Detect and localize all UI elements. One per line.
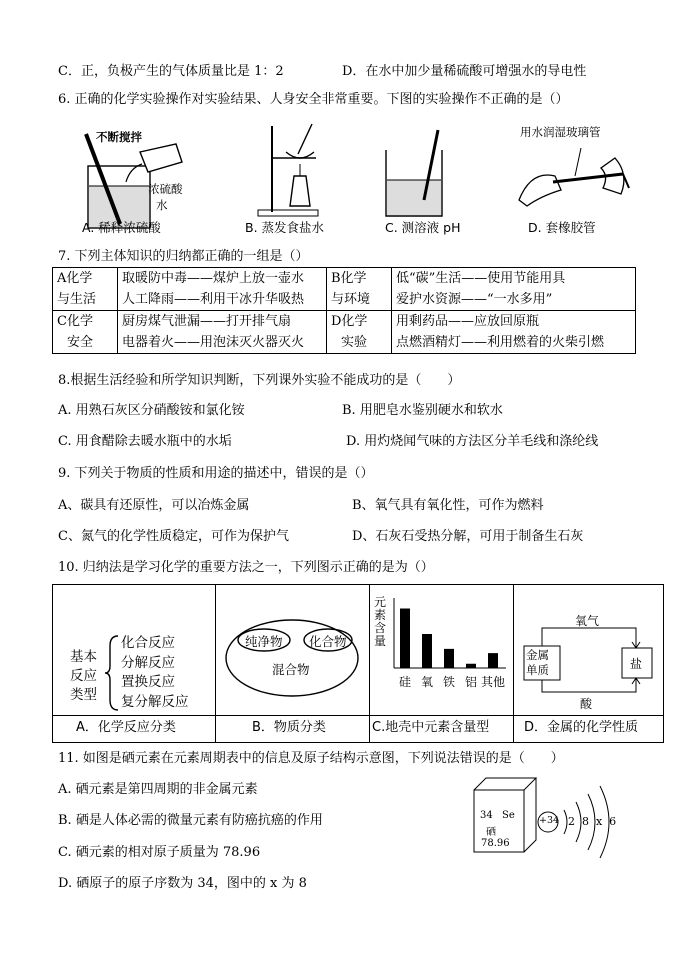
q8-option-a: A. 用熟石灰区分硝酸铵和氯化铵 [58, 403, 245, 418]
panel-c-caption: C.地壳中元素含量型 [372, 720, 490, 735]
nucleus-charge: +34 [539, 815, 560, 826]
q9-option-c: C、氮气的化学性质稳定，可作为保护气 [58, 529, 289, 544]
x-tick-label: 硅 [398, 675, 412, 689]
x-tick-label: 铝 [464, 675, 478, 689]
acid-label: 酸 [580, 697, 593, 711]
chart-y-label: 元素含量 [374, 595, 387, 648]
electron-shells: 2 8 x 6 [568, 815, 617, 828]
figure-c-caption: C. 测溶液 pH [385, 220, 461, 235]
atomic-number: 34 [480, 810, 493, 821]
x-tick-label: 其他 [480, 675, 506, 689]
q8-option-b: B. 用肥皂水鉴别硬水和软水 [342, 403, 503, 418]
q10-stem: 10. 归纳法是学习化学的重要方法之一，下列图示正确的是为（） [58, 560, 434, 575]
bar-0 [400, 609, 410, 669]
x-tick-label: 铁 [442, 675, 456, 689]
panel-a-caption: A．化学反应分类 [76, 720, 176, 735]
mixture-label: 混合物 [272, 662, 310, 677]
q9-option-b: B、氧气具有氧化性，可作为燃料 [352, 498, 544, 513]
bar-4 [488, 653, 498, 668]
figure-a-label-water: 水 [156, 198, 168, 212]
brace-icon [104, 634, 120, 712]
q8-option-c: C. 用食醋除去暖水瓶中的水垢 [58, 434, 232, 449]
element-name: 硒 [486, 827, 496, 838]
pure-substance-label: 纯净物 [245, 634, 283, 649]
crust-element-bar-chart [390, 596, 510, 700]
figure-rubber-tube [505, 140, 635, 210]
figure-a-caption: A. 稀释浓硫酸 [82, 220, 161, 235]
list-item: 置换反应 [121, 674, 175, 690]
table-row [53, 311, 636, 354]
q9-option-a: A、碳具有还原性，可以冶炼金属 [58, 498, 250, 513]
table-cell: 厨房煤气泄漏——打开排气扇 电器着火——用泡沫灭火器灭火 [118, 311, 327, 354]
reaction-type-heading: 基本 反应 类型 [70, 649, 97, 703]
oxygen-label: 氧气 [575, 614, 600, 628]
table-cell: 低“碳”生活——使用节能用具 爱护水资源——“一水多用” [392, 268, 636, 311]
q9-stem: 9. 下列关于物质的性质和用途的描述中，错误的是（） [58, 466, 374, 481]
reaction-type-list [121, 634, 189, 712]
table-cell: 取暖防中毒——煤炉上放一壶水 人工降雨——利用干冰升华吸热 [118, 268, 327, 311]
atomic-mass: 78.96 [481, 838, 510, 849]
list-item: 复分解反应 [121, 693, 189, 710]
table-row [53, 268, 636, 311]
q5-option-d: D．在水中加少量稀硫酸可增强水的导电性 [342, 64, 587, 79]
q6-stem: 6. 正确的化学实验操作对实验结果、人身安全非常重要。下图的实验操作不正确的是（） [58, 92, 569, 107]
table-cell: C化学 安全 [53, 311, 118, 354]
compound-label: 化合物 [309, 634, 347, 649]
q7-stem: 7. 下列主体知识的归纳都正确的一组是（） [58, 249, 309, 264]
q9-option-d: D、石灰石受热分解，可用于制备生石灰 [352, 529, 584, 544]
salt-label: 盐 [630, 657, 643, 671]
table-cell: 用剩药品——应放回原瓶 点燃酒精灯——利用燃着的火柴引燃 [392, 311, 636, 354]
q11-option-a: A. 硒元素是第四周期的非金属元素 [58, 782, 258, 797]
list-item: 化合反应 [121, 635, 175, 651]
figure-d-label: 用水润湿玻璃管 [520, 125, 601, 139]
table-cell: A化学 与生活 [53, 268, 118, 311]
q11-option-b: B. 硒是人体必需的微量元素有防癌抗癌的作用 [58, 813, 323, 828]
q11-stem: 11. 如图是硒元素在元素周期表中的信息及原子结构示意图，下列说法错误的是（ ） [58, 751, 564, 766]
figure-a-label-acid: 浓硫酸 [148, 182, 183, 196]
metal-element-label: 金属单质 [526, 648, 549, 677]
figure-evaporation [240, 120, 340, 220]
x-tick-label: 氧 [420, 675, 434, 689]
q11-option-c: C. 硒元素的相对原子质量为 78.96 [58, 845, 261, 860]
table-cell: B化学 与环境 [327, 268, 392, 311]
figure-d-caption: D. 套橡胶管 [528, 220, 596, 235]
figure-b-caption: B. 蒸发食盐水 [245, 220, 325, 235]
list-item: 分解反应 [121, 654, 175, 671]
q5-option-c: C．正，负极产生的气体质量比是 1：2 [58, 64, 284, 79]
figure-a-label-stir: 不断搅拌 [96, 130, 142, 144]
q7-table [52, 267, 636, 354]
table-cell: D化学 实验 [327, 311, 392, 354]
bar-2 [444, 649, 454, 668]
bar-3 [466, 664, 476, 668]
panel-d-caption: D．金属的化学性质 [524, 720, 639, 735]
element-symbol: Se [502, 810, 515, 821]
panel-b-caption: B．物质分类 [252, 720, 326, 735]
figure-ph-test [380, 128, 460, 220]
q11-option-d: D. 硒原子的原子序数为 34，图中的 x 为 8 [58, 876, 307, 891]
q8-option-d: D. 用灼烧闻气味的方法区分羊毛线和涤纶线 [346, 434, 599, 449]
q8-stem: 8.根据生活经验和所学知识判断，下列课外实验不能成功的是（ ） [58, 373, 461, 388]
bar-1 [422, 634, 432, 668]
